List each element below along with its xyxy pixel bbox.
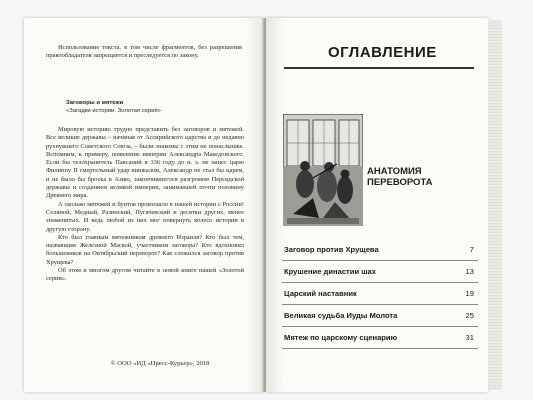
- toc-entry-page: 19: [465, 289, 474, 298]
- toc-entry[interactable]: [282, 239, 478, 261]
- toc-entry-page: 13: [465, 267, 474, 276]
- announcement-paragraph: А сколько мятежей и бунтов произошло в нашей истории с России! Соляной, Медный, Разинский, Пугачевский и десятки других, менее знаменитых. И ведь любой из них мог повернуть колесо истории в другую сторону.: [46, 200, 244, 233]
- toc-heading: ОГЛАВЛЕНИЕ: [328, 44, 437, 61]
- section-title-line: ПЕРЕВОРОТА: [367, 177, 433, 188]
- toc-entry[interactable]: [282, 305, 478, 327]
- toc-entry-title: Мятеж по царскому сценарию: [284, 333, 398, 342]
- copyright-notice: Использование текста, в том числе фрагментов, без разрешения правообладателя запрещается и преследуется по закону.: [46, 44, 242, 60]
- toc-heading-rule: [284, 67, 474, 69]
- toc-entry[interactable]: [282, 283, 478, 305]
- announcement-paragraph: Об этом и многом другом читайте в новой книге нашей «Золотой серии».: [46, 267, 244, 283]
- page-stack-edge: [488, 20, 502, 390]
- toc-entry-title: Заговор против Хрущева: [284, 245, 379, 254]
- announcement-title: Заговоры и мятежи: [66, 100, 124, 106]
- toc-entry-page: 31: [465, 333, 474, 342]
- announcement-paragraph: Кто был главным мятежником древнего Израиля? Кто был тем, назвавшим Железной Маской, участником заговора? Кто вдохновил большевиков на Октябрьский переворот? Как сложился заговор против Хрущева?: [46, 233, 244, 266]
- table-of-contents: [282, 239, 478, 349]
- announcement-body: [46, 126, 244, 284]
- engraving-illustration: [283, 114, 363, 226]
- publisher-line: © ООО «ИД «Пресс-Курьер», 2018: [110, 360, 210, 367]
- toc-entry[interactable]: [282, 261, 478, 283]
- toc-entry-page: 25: [465, 311, 474, 320]
- toc-entry-title: Великая судьба Иуды Молота: [284, 311, 398, 320]
- announcement-series: «Загадки истории. Золотая серия»: [66, 108, 161, 114]
- toc-entry-title: Крушение династии шах: [284, 267, 376, 276]
- toc-entry[interactable]: [282, 327, 478, 349]
- section-title: [367, 166, 467, 188]
- toc-entry-page: 7: [469, 245, 474, 254]
- toc-entry-title: Царский наставник: [284, 289, 357, 298]
- section-title-line: АНАТОМИЯ: [367, 166, 422, 177]
- announcement-paragraph: Мировую историю трудно представить без заговоров и мятежей. Все великие державы – начиная от Ассирийского царства и до недавно рухнувшего Советского Союза, – были знакомы с этим не понаслышке. Вспомним, к примеру, появление империи Александра Македонского. Если бы телохранитель Павсаний в 336 году до н. э. не нанес царю Филиппу II смертельный удар кинжалом, Александр не стал бы царем, и не было бы броска в Азию, закончившегося разгромом Персидской державы и созданием великой империи, занимавшей почти половину Древнего мира.: [46, 126, 244, 200]
